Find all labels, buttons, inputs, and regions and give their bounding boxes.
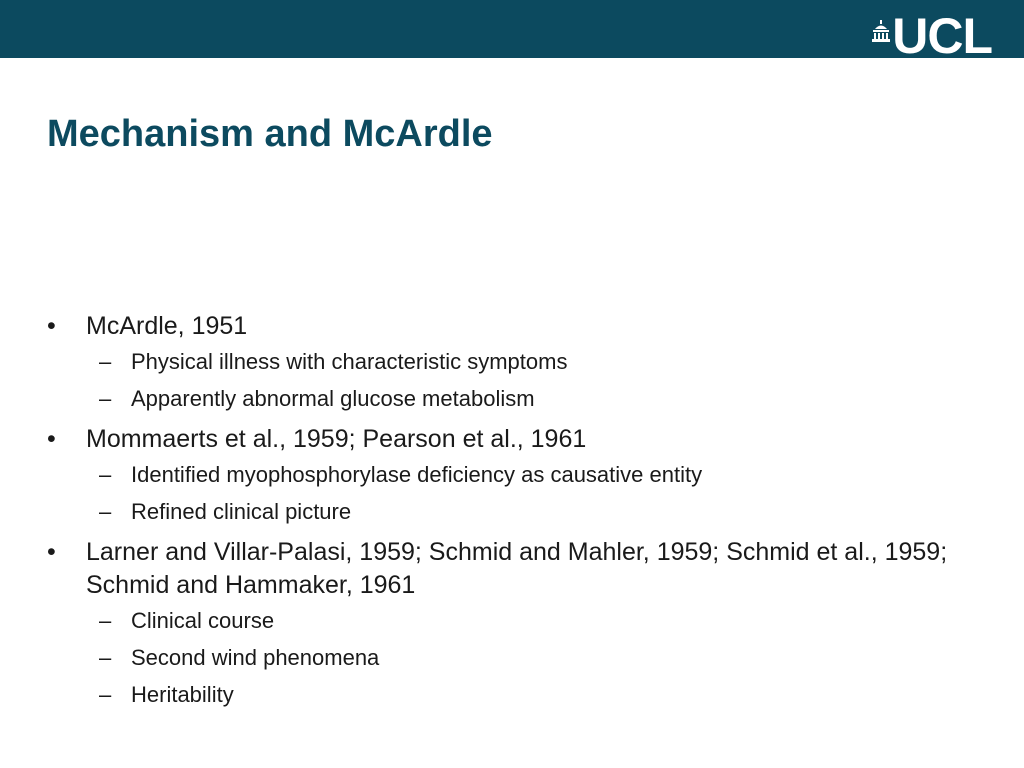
sub-bullet-text: Heritability xyxy=(131,682,234,707)
ucl-logo xyxy=(872,16,992,60)
sub-bullet-symbol: – xyxy=(99,645,112,670)
bullet-item xyxy=(47,423,967,456)
sub-bullet-symbol: – xyxy=(99,386,112,411)
sub-bullet-symbol: – xyxy=(99,682,112,707)
sub-bullet-item xyxy=(47,493,967,530)
bullet-symbol: • xyxy=(47,425,56,453)
sub-bullet-symbol: – xyxy=(99,499,112,524)
sub-bullet-item xyxy=(47,343,967,380)
sub-bullet-symbol: – xyxy=(99,462,112,487)
slide-title: Mechanism and McArdle xyxy=(47,113,493,155)
sub-bullet-text: Identified myophosphorylase deficiency as causative entity xyxy=(131,462,703,487)
sub-bullet-item xyxy=(47,456,967,493)
bullet-text: Mommaerts et al., 1959; Pearson et al., 1961 xyxy=(86,425,587,453)
portico-icon xyxy=(872,20,890,42)
sub-bullet-symbol: – xyxy=(99,608,112,633)
bullet-list xyxy=(47,310,967,713)
sub-bullet-symbol: – xyxy=(99,349,112,374)
bullet-text: Larner and Villar-Palasi, 1959; Schmid and Mahler, 1959; Schmid et al., 1959; Schmid and Hammaker, 1961 xyxy=(86,538,948,599)
sub-bullet-text: Physical illness with characteristic symptoms xyxy=(131,349,568,374)
sub-bullet-item xyxy=(47,602,967,639)
sub-bullet-item xyxy=(47,676,967,713)
bullet-symbol: • xyxy=(47,538,56,566)
bullet-item xyxy=(47,536,967,602)
sub-bullet-item xyxy=(47,380,967,417)
sub-bullet-item xyxy=(47,639,967,676)
sub-bullet-text: Refined clinical picture xyxy=(131,499,352,524)
sub-bullet-text: Clinical course xyxy=(131,608,275,633)
header-bar xyxy=(0,0,1024,58)
bullet-symbol: • xyxy=(47,312,56,340)
bullet-item xyxy=(47,310,967,343)
sub-bullet-text: Second wind phenomena xyxy=(131,645,380,670)
sub-bullet-text: Apparently abnormal glucose metabolism xyxy=(131,386,535,411)
bullet-text: McArdle, 1951 xyxy=(86,312,248,340)
logo-text: UCL xyxy=(892,16,992,58)
